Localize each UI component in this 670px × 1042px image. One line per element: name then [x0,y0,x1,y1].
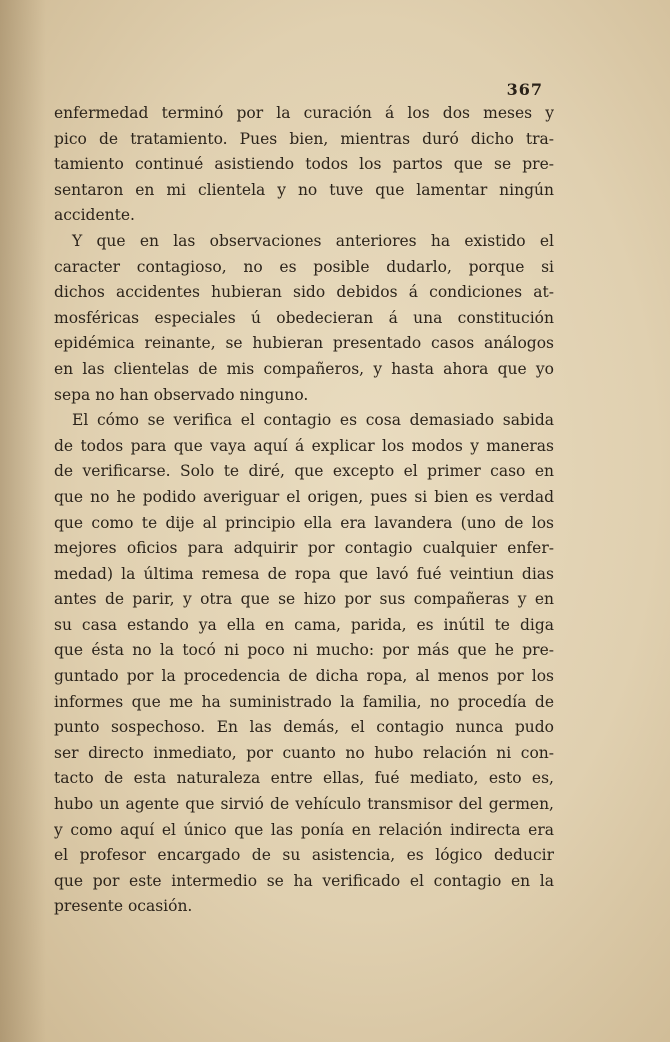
text-line: que como te dije al principio ella era lavandera (uno de los [54,513,554,532]
text-line: que no he podido averiguar el origen, pues si bien es verdad [54,487,554,506]
text-line: informes que me ha suministrado la familia, no procedía de [54,692,554,711]
text-line: antes de parir, y otra que se hizo por sus compañeras y en [54,590,554,609]
text-line: mosféricas especiales ú obedecieran á una constitución [54,308,554,327]
text-line: mejores oficios para adquirir por contagio cualquier enfer- [54,539,554,558]
text-line: en las clientelas de mis compañeros, y hasta ahora que yo [54,359,554,378]
text-line: sepa no han observado ninguno. [54,385,309,404]
body-text [54,101,554,920]
text-line: dichos accidentes hubieran sido debidos á condiciones at- [54,283,554,302]
text-line: punto sospechoso. En las demás, el contagio nunca pudo [54,718,554,737]
text-line: y como aquí el único que las ponía en relación indirecta era [54,820,554,839]
text-line: de verificarse. Solo te diré, que excepto el primer caso en [54,462,554,481]
text-line: sentaron en mi clientela y no tuve que lamentar ningún [54,180,554,199]
text-line: enfermedad terminó por la curación á los dos meses y [54,104,554,122]
text-line: medad) la última remesa de ropa que lavó fué veintiun dias [54,564,554,583]
text-line: hubo un agente que sirvió de vehículo transmisor del germen, [54,795,554,814]
text-line: caracter contagioso, no es posible dudarlo, porque si [54,257,554,276]
text-line: que por este intermedio se ha verificado el contagio en la [54,871,554,890]
text-line: accidente. [54,206,135,225]
text-line: presente ocasión. [54,897,193,916]
text-line: epidémica reinante, se hubieran presentado casos análogos [54,334,554,353]
text-line: de todos para que vaya aquí á explicar los modos y maneras [54,436,554,455]
text-line: su casa estando ya ella en cama, parida, es inútil te diga [54,615,554,634]
text-line: guntado por la procedencia de dicha ropa, al menos por los [54,667,554,686]
text-line: pico de tratamiento. Pues bien, mientras duró dicho tra- [54,129,554,148]
text-line: Y que en las observaciones anteriores ha existido el [72,231,554,250]
text-line: ser directo inmediato, por cuanto no hubo relación ni con- [54,743,554,762]
text-line: el profesor encargado de su asistencia, es lógico deducir [54,846,554,865]
text-line: tamiento continué asistiendo todos los partos que se pre- [54,155,554,174]
page-gutter-shadow [0,0,46,1042]
text-line: tacto de esta naturaleza entre ellas, fué mediato, esto es, [54,769,554,788]
text-line: que ésta no la tocó ni poco ni mucho: por más que he pre- [54,641,554,660]
page-number: 367 [506,80,543,99]
text-line: El cómo se verifica el contagio es cosa demasiado sabida [72,411,554,430]
